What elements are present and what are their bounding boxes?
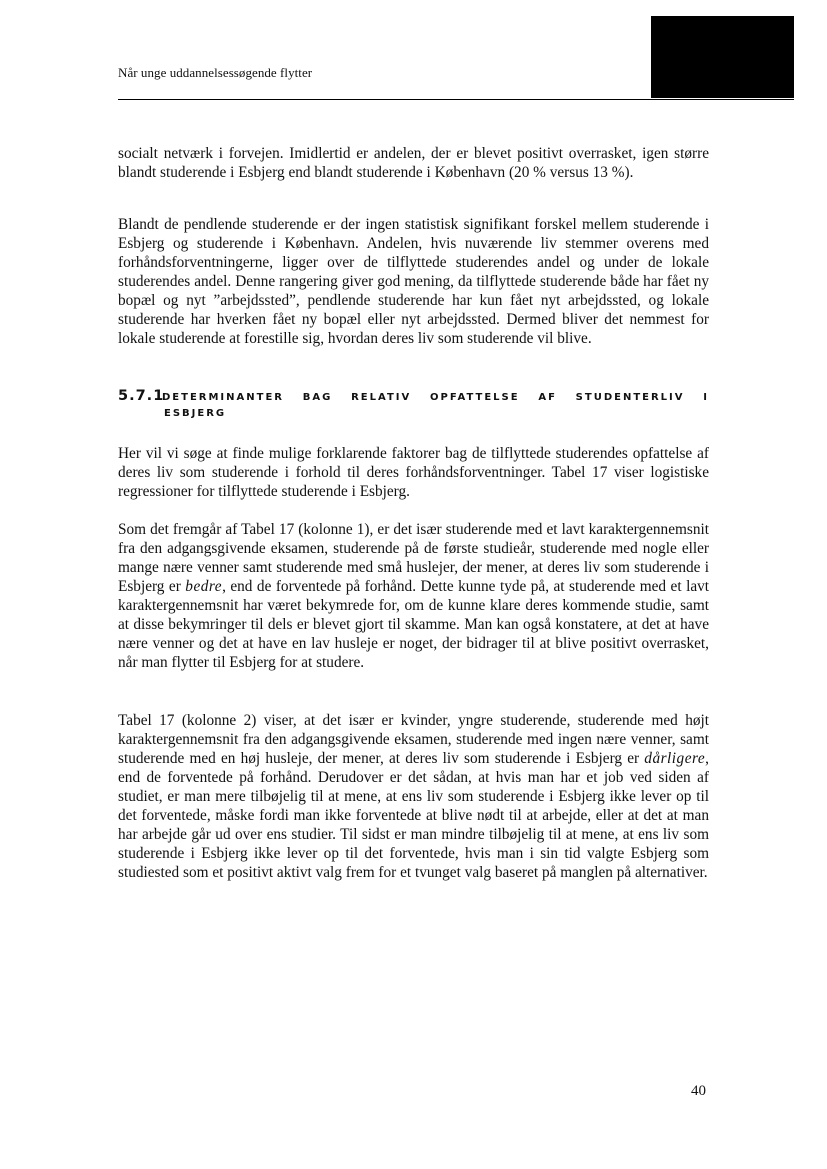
paragraph-1: socialt netværk i forvejen. Imidlertid er andelen, der er blevet positivt overrasket, igen større blandt studerende i Esbjerg end blandt studerende i København (20 % versus 13 %). <box>118 145 709 181</box>
running-header-title: Når unge uddannelsessøgende flytter <box>118 65 313 80</box>
paragraph-4-text-a: Som det fremgår af Tabel 17 (kolonne 1), er det især studerende med et lavt karaktergennemsnit fra den adgangsgivende eksamen, studerende på de første studieår, studerende med nogle eller mange nære venner samt studerende med små huslejer, der mener, at deres liv som studerende i Esbjerg er <box>118 521 709 595</box>
page-number: 40 <box>691 1083 706 1099</box>
paragraph-4 <box>118 520 709 672</box>
paragraph-3: Her vil vi søge at finde mulige forklarende faktorer bag de tilflyttede studerendes opfattelse af deres liv som studerende i forhold til deres forhåndsforventninger. Tabel 17 viser logistiske regressioner for tilflyttede studerende i Esbjerg. <box>118 445 709 500</box>
paragraph-2: Blandt de pendlende studerende er der ingen statistisk signifikant forskel mellem studerende i Esbjerg og studerende i København. Andelen, hvis nuværende liv stemmer overens med forhåndsforventningerne, ligger over de tilflyttede studerendes andel og under de lokale studerendes andel. Denne rangering giver god mening, da tilflyttede studerende både har fået ny bopæl og nyt ”arbejdssted”, pendlende studerende har kun fået nyt arbejdssted, og lokale studerende har hverken fået ny bopæl eller nyt arbejdssted. Dermed bliver det nemmest for lokale studerende at forestille sig, hvordan deres liv som studerende vil blive. <box>118 216 709 347</box>
paragraph-5-text-a: Tabel 17 (kolonne 2) viser, at det især er kvinder, yngre studerende, studerende med højt karaktergennemsnit fra den adgangsgivende eksamen, studerende med ingen nære venner, samt studerende med en høj husleje, der mener, at deres liv som studerende i Esbjerg er <box>118 712 709 767</box>
section-title-line-2: ESBJERG <box>164 408 227 419</box>
section-title-line-1: DETERMINANTER BAG RELATIV OPFATTELSE AF STUDENTERLIV I <box>162 392 709 403</box>
header-rule <box>118 99 794 100</box>
paragraph-4-text-b: , end de forventede på forhånd. Dette kunne tyde på, at studerende med et lavt karaktergennemsnit har været bekymrede for, om de kunne klare deres kommende studie, samt at disse bekymringer til dels er blevet gjort til skamme. Man kan også konstatere, at det at have nære venner og det at have en lav husleje er noget, der bidrager til at blive positivt overrasket, når man flytter til Esbjerg for at studere. <box>118 578 710 671</box>
paragraph-5 <box>118 711 709 882</box>
paragraph-5-emphasis: dårligere <box>644 750 706 767</box>
header-black-tab <box>651 16 794 98</box>
paragraph-4-emphasis: bedre <box>185 578 223 595</box>
section-heading-line-1 <box>118 388 709 404</box>
section-number: 5.7.1 <box>118 388 165 404</box>
paragraph-5-text-b: , end de forventede på forhånd. Derudover er det sådan, at hvis man har et job ved siden af studiet, er man mere tilbøjelig til at mene, at ens liv som studerende i Esbjerg ikke lever op til det forventede, måske fordi man ikke forventede at blive nødt til at arbejde, eller at det at man har arbejde går ud over ens studier. Til sidst er man mindre tilbøjelig til at mene, at ens liv som studerende i Esbjerg ikke lever op til det forventede, hvis man i sin tid valgte Esbjerg som studiested som et positivt aktivt valg frem for et tvunget valg baseret på manglen på alternativer. <box>118 750 709 881</box>
